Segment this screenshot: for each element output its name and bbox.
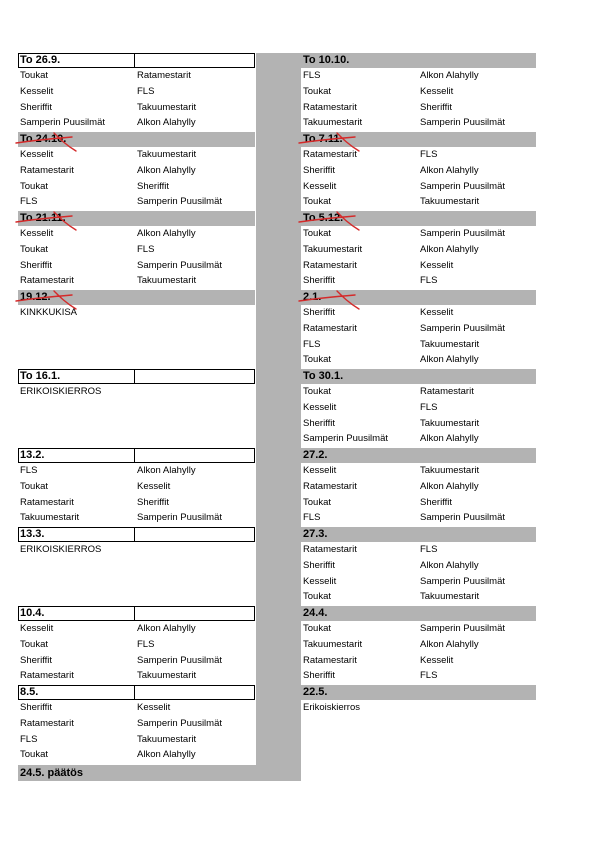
team-home: Sheriffit [303, 559, 336, 571]
team-away: Kesselit [420, 259, 454, 271]
round-header [301, 369, 536, 384]
team-home: Takuumestarit [20, 512, 80, 524]
team-away: Samperin Puusilmät [420, 512, 506, 524]
team-away: Alkon Alahylly [137, 164, 196, 176]
match-row [301, 716, 536, 732]
round-date: 10.4. [20, 607, 45, 619]
team-home: Kesselit [303, 401, 337, 413]
team-away: Samperin Puusilmät [420, 575, 506, 587]
team-home: FLS [20, 465, 38, 476]
match-row [301, 352, 536, 368]
round-header [18, 527, 255, 542]
final-date-header [18, 765, 301, 781]
round-date: 8.5. [20, 686, 39, 698]
team-away: Alkon Alahylly [420, 638, 479, 650]
round-block [18, 685, 255, 763]
match-row [301, 100, 536, 116]
match-row [18, 700, 255, 716]
match-row [18, 495, 255, 511]
team-away: Ratamestarit [137, 70, 191, 81]
round-header [301, 53, 536, 68]
match-row [18, 621, 255, 637]
round-header [301, 290, 536, 305]
match-row [18, 179, 255, 195]
team-home: Takuumestarit [303, 117, 363, 129]
match-row [301, 747, 536, 763]
header-divider [134, 606, 135, 621]
team-away: Sheriffit [137, 180, 170, 192]
match-row [301, 637, 536, 653]
team-away: Samperin Puusilmät [420, 623, 506, 634]
team-away: Samperin Puusilmät [137, 259, 223, 271]
team-away: FLS [137, 85, 155, 97]
round-block [301, 290, 536, 368]
team-away: FLS [420, 149, 438, 160]
team-home: Erikoiskierros [303, 702, 361, 713]
team-home: Toukat [303, 591, 331, 603]
match-row [18, 574, 255, 590]
match-row [18, 337, 255, 353]
match-row [18, 258, 255, 274]
round-block [301, 132, 536, 210]
team-away: FLS [420, 670, 438, 682]
match-row [18, 431, 255, 447]
center-divider-bar [256, 53, 301, 781]
team-home: Ratamestarit [303, 149, 357, 160]
team-away: FLS [137, 243, 155, 255]
match-row [18, 668, 255, 684]
team-home: Toukat [20, 749, 48, 761]
match-row [301, 621, 536, 637]
team-away: FLS [420, 401, 438, 413]
team-home: Toukat [20, 480, 48, 492]
round-header [301, 606, 536, 621]
match-row [301, 668, 536, 684]
team-away: Alkon Alahylly [420, 559, 479, 571]
team-home: Kesselit [20, 228, 54, 239]
team-away: Takuumestarit [420, 338, 480, 350]
round-header [18, 606, 255, 621]
team-home: KINKKUKISA [20, 307, 78, 318]
team-away: FLS [420, 544, 438, 555]
match-row [18, 589, 255, 605]
header-divider [134, 685, 135, 700]
round-block [301, 448, 536, 526]
match-row [18, 716, 255, 732]
match-row [301, 258, 536, 274]
team-away: Sheriffit [137, 496, 170, 508]
team-home: Sheriffit [20, 259, 53, 271]
team-home: Ratamestarit [20, 717, 74, 729]
team-away: Alkon Alahylly [420, 480, 479, 492]
team-away: Takuumestarit [137, 670, 197, 682]
match-row [301, 147, 536, 163]
match-row [18, 273, 255, 289]
team-home: Takuumestarit [303, 638, 363, 650]
team-away: Takuumestarit [420, 417, 480, 429]
team-home: FLS [20, 196, 38, 208]
team-home: Samperin Puusilmät [20, 117, 106, 129]
team-home: Sheriffit [303, 417, 336, 429]
match-row [18, 321, 255, 337]
match-row [18, 400, 255, 416]
team-home: FLS [20, 733, 38, 745]
team-away: Alkon Alahylly [137, 117, 196, 129]
round-block [18, 606, 255, 684]
round-date: To 26.9. [20, 54, 61, 66]
team-away: Alkon Alahylly [420, 354, 479, 366]
team-home: Sheriffit [303, 164, 336, 176]
team-away: Kesselit [420, 85, 454, 97]
match-row [301, 163, 536, 179]
team-home: Ratamestarit [303, 480, 357, 492]
round-date: To 10.10. [303, 54, 350, 66]
round-block [18, 290, 255, 368]
team-away: Takuumestarit [420, 196, 480, 208]
team-away: Takuumestarit [420, 591, 480, 603]
match-row [301, 431, 536, 447]
round-block [301, 53, 536, 131]
round-header [301, 132, 536, 147]
round-block [18, 132, 255, 210]
round-block [301, 606, 536, 684]
team-home: Kesselit [20, 623, 54, 634]
team-away: Samperin Puusilmät [420, 117, 506, 129]
round-block [301, 211, 536, 289]
header-divider [134, 448, 135, 463]
round-block [18, 448, 255, 526]
match-row [18, 558, 255, 574]
match-row [301, 558, 536, 574]
match-row [301, 416, 536, 432]
team-away: Kesselit [420, 307, 454, 318]
match-row [301, 273, 536, 289]
team-home: Ratamestarit [20, 164, 74, 176]
match-row [301, 400, 536, 416]
match-row [301, 653, 536, 669]
match-row [301, 542, 536, 558]
round-date: To 21.11. [20, 212, 66, 224]
round-header [18, 132, 255, 147]
team-home: Ratamestarit [20, 496, 74, 508]
team-home: Kesselit [303, 180, 337, 192]
match-row [301, 194, 536, 210]
team-home: Sheriffit [20, 702, 53, 713]
round-date: To 16.1. [20, 370, 61, 382]
match-row [301, 321, 536, 337]
round-date: 27.3. [303, 528, 328, 540]
team-away: Samperin Puusilmät [420, 322, 506, 334]
match-row [301, 337, 536, 353]
team-away: Kesselit [137, 702, 171, 713]
round-date: To 24.10. [20, 133, 67, 145]
match-row [18, 479, 255, 495]
round-header [18, 369, 255, 384]
match-row [18, 542, 255, 558]
team-home: Kesselit [20, 85, 54, 97]
team-away: Takuumestarit [137, 275, 197, 287]
team-away: Takuumestarit [420, 465, 480, 476]
match-row [18, 147, 255, 163]
round-header [18, 448, 255, 463]
team-away: Alkon Alahylly [137, 228, 196, 239]
match-row [301, 226, 536, 242]
team-home: Sheriffit [20, 101, 53, 113]
team-away: Takuumestarit [137, 733, 197, 745]
final-date-label: 24.5. päätös [20, 767, 83, 779]
team-home: FLS [303, 70, 321, 81]
team-home: Toukat [303, 496, 331, 508]
team-home: Toukat [20, 638, 48, 650]
team-home: Samperin Puusilmät [303, 433, 389, 445]
match-row [18, 352, 255, 368]
team-home: Toukat [303, 623, 331, 634]
team-away: Alkon Alahylly [420, 433, 479, 445]
match-row [301, 589, 536, 605]
team-home: FLS [303, 338, 321, 350]
team-home: ERIKOISKIERROS [20, 386, 102, 397]
match-row [18, 384, 255, 400]
round-block [18, 527, 255, 605]
team-home: Kesselit [303, 465, 337, 476]
match-row [18, 84, 255, 100]
team-home: Toukat [20, 243, 48, 255]
header-divider [134, 369, 135, 384]
team-away: Alkon Alahylly [420, 243, 479, 255]
header-divider [134, 53, 135, 68]
match-row [18, 653, 255, 669]
match-row [18, 416, 255, 432]
team-away: Sheriffit [420, 101, 453, 113]
team-home: Kesselit [20, 149, 54, 160]
round-block [18, 53, 255, 131]
match-row [301, 242, 536, 258]
round-date: 13.2. [20, 449, 45, 461]
team-home: Sheriffit [20, 654, 53, 666]
match-row [301, 115, 536, 131]
match-row [301, 479, 536, 495]
match-row [18, 100, 255, 116]
header-divider [134, 527, 135, 542]
team-away: Takuumestarit [137, 101, 197, 113]
match-row [18, 68, 255, 84]
round-date: To 7.11. [303, 133, 343, 145]
team-away: Alkon Alahylly [137, 465, 196, 476]
team-away: FLS [420, 275, 438, 287]
team-home: Ratamestarit [303, 654, 357, 666]
team-home: Ratamestarit [20, 275, 74, 287]
team-away: Kesselit [137, 480, 171, 492]
team-away: Kesselit [420, 654, 454, 666]
round-date: 27.2. [303, 449, 328, 461]
round-header [18, 53, 255, 68]
match-row [18, 747, 255, 763]
team-home: Toukat [20, 70, 48, 81]
match-row [18, 194, 255, 210]
team-home: Kesselit [303, 575, 337, 587]
team-away: Samperin Puusilmät [137, 196, 223, 208]
match-row [301, 463, 536, 479]
team-away: Samperin Puusilmät [420, 228, 506, 239]
round-block [18, 369, 255, 447]
match-row [18, 305, 255, 321]
round-block [301, 685, 536, 763]
team-home: Ratamestarit [303, 259, 357, 271]
match-row [18, 637, 255, 653]
round-block [301, 527, 536, 605]
match-row [301, 495, 536, 511]
team-away: Alkon Alahylly [137, 749, 196, 761]
match-row [18, 463, 255, 479]
round-header [18, 211, 255, 226]
team-away: Ratamestarit [420, 386, 474, 397]
team-away: FLS [137, 638, 155, 650]
match-row [18, 510, 255, 526]
team-home: Sheriffit [303, 670, 336, 682]
team-home: Toukat [20, 180, 48, 192]
team-home: Ratamestarit [303, 322, 357, 334]
team-home: Sheriffit [303, 275, 336, 287]
match-row [18, 732, 255, 748]
round-date: 13.3. [20, 528, 45, 540]
round-date: To 30.1. [303, 370, 344, 382]
team-home: Toukat [303, 85, 331, 97]
match-row [301, 179, 536, 195]
round-date: 22.5. [303, 686, 328, 698]
team-home: Takuumestarit [303, 243, 363, 255]
team-home: Toukat [303, 228, 331, 239]
round-date: 24.4. [303, 607, 328, 619]
match-row [18, 242, 255, 258]
team-away: Alkon Alahylly [137, 623, 196, 634]
team-home: Toukat [303, 386, 331, 397]
team-away: Samperin Puusilmät [420, 180, 506, 192]
team-away: Samperin Puusilmät [137, 512, 223, 524]
team-away: Takuumestarit [137, 149, 197, 160]
match-row [301, 305, 536, 321]
team-home: FLS [303, 512, 321, 524]
round-date: 2.1. [303, 291, 322, 303]
round-block [18, 211, 255, 289]
round-header [18, 290, 255, 305]
match-row [301, 732, 536, 748]
round-header [301, 527, 536, 542]
round-block [301, 369, 536, 447]
team-away: Sheriffit [420, 496, 453, 508]
round-header [301, 685, 536, 700]
match-row [301, 510, 536, 526]
match-row [301, 574, 536, 590]
round-header [18, 685, 255, 700]
team-home: ERIKOISKIERROS [20, 544, 102, 555]
team-home: Toukat [303, 196, 331, 208]
round-date: 19.12. [20, 291, 51, 303]
round-header [301, 211, 536, 226]
match-row [301, 700, 536, 716]
match-row [301, 68, 536, 84]
team-home: Sheriffit [303, 307, 336, 318]
team-away: Alkon Alahylly [420, 70, 479, 81]
team-away: Samperin Puusilmät [137, 717, 223, 729]
team-home: Ratamestarit [303, 544, 357, 555]
match-row [18, 163, 255, 179]
team-home: Ratamestarit [20, 670, 74, 682]
match-row [301, 384, 536, 400]
match-row [18, 226, 255, 242]
match-row [18, 115, 255, 131]
team-away: Samperin Puusilmät [137, 654, 223, 666]
team-home: Toukat [303, 354, 331, 366]
round-header [301, 448, 536, 463]
team-home: Ratamestarit [303, 101, 357, 113]
team-away: Alkon Alahylly [420, 164, 479, 176]
match-row [301, 84, 536, 100]
round-date: To 5.12. [303, 212, 344, 224]
